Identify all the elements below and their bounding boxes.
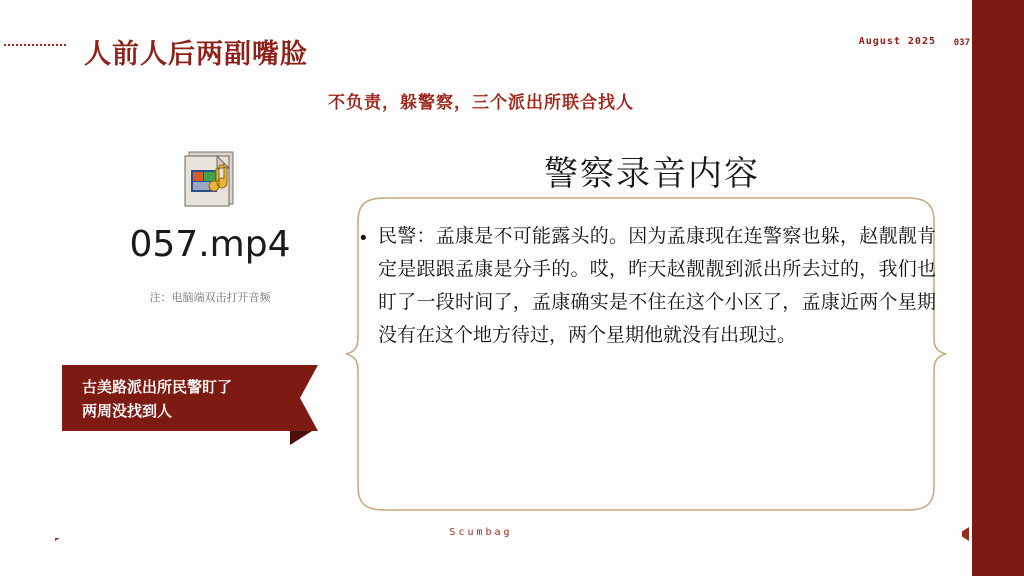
ribbon-line-2: 两周没找到人	[82, 402, 173, 420]
quote-body-text: 民警：孟康是不可能露头的。因为孟康现在连警察也躲，赵靓靓肯定是跟跟孟康是分手的。哎，昨天赵靓靓到派出所去过的，我们也盯了一段时间了，孟康确实是不住在这个小区了，孟康近两个星期没有在这个地方待过，两个星期他就没有出现过。	[378, 225, 936, 346]
page-title: 人前人后两副嘴脸	[84, 39, 308, 70]
page-number: 037	[953, 38, 970, 48]
media-filename: 057.mp4	[129, 224, 291, 265]
media-file-block[interactable]	[60, 150, 360, 305]
footer-label-text: Scumbag	[439, 527, 522, 538]
right-band-separator	[962, 0, 972, 576]
media-file-icon[interactable]	[179, 150, 241, 210]
bullet-marker: •	[360, 228, 367, 249]
footer-label	[0, 527, 962, 538]
panel-title: 警察录音内容	[544, 154, 760, 194]
header-date: August 2025	[858, 36, 936, 47]
subtitle: 不负责，躲警察，三个派出所联合找人	[328, 93, 634, 113]
top-left-dotted-rule	[4, 44, 66, 48]
ribbon-line-1: 古美路派出所民警盯了	[82, 378, 233, 396]
ribbon-shadow	[290, 431, 312, 445]
ribbon-banner	[62, 365, 300, 431]
media-note: 注：电脑端双击打开音频	[149, 291, 271, 304]
